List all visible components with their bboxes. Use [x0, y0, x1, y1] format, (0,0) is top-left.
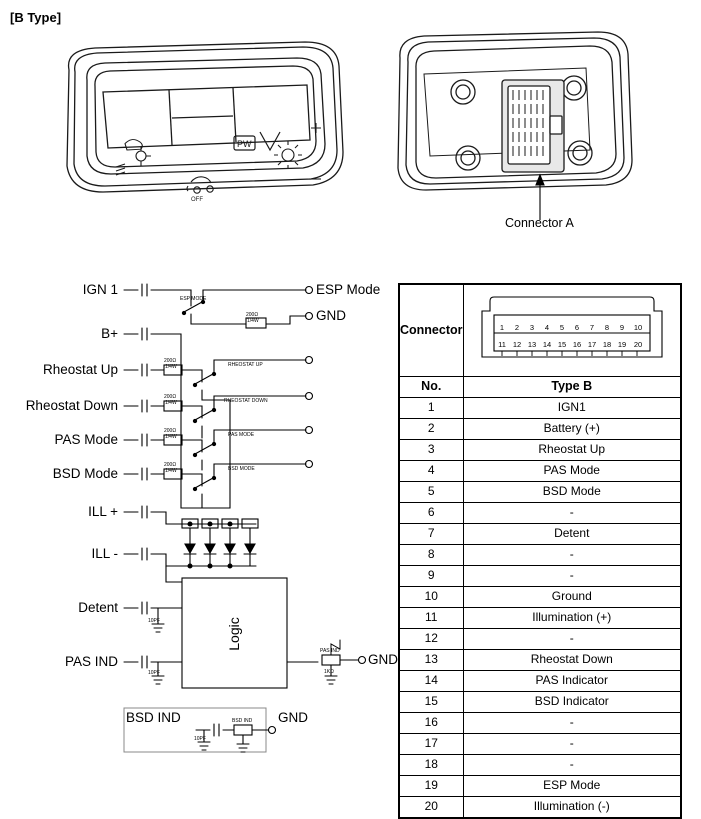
- svg-text:1/4W: 1/4W: [165, 400, 177, 406]
- pin-name: Illumination (-): [463, 797, 681, 818]
- svg-text:7: 7: [589, 323, 594, 332]
- svg-text:14: 14: [542, 340, 551, 349]
- pin-no: 18: [400, 755, 464, 776]
- svg-text:2: 2: [514, 323, 519, 332]
- connector-pin-map: [463, 285, 681, 377]
- svg-text:200Ω: 200Ω: [164, 358, 177, 364]
- table-row: [400, 566, 681, 587]
- pin-no: 12: [400, 629, 464, 650]
- connector-a-callout: Connector A: [505, 216, 574, 230]
- svg-text:19: 19: [617, 340, 626, 349]
- pin-name: -: [463, 503, 681, 524]
- svg-text:1/4W: 1/4W: [165, 364, 177, 370]
- pin-name: BSD Mode: [463, 482, 681, 503]
- esp-off-icon: [187, 177, 213, 203]
- svg-text:10PF: 10PF: [148, 670, 160, 676]
- svg-text:1KΩ: 1KΩ: [324, 669, 334, 675]
- svg-text:17: 17: [587, 340, 596, 349]
- pin-name: BSD Indicator: [463, 692, 681, 713]
- label-bsd-gnd: GND: [278, 710, 308, 725]
- svg-text:3: 3: [529, 323, 534, 332]
- pin-no: 11: [400, 608, 464, 629]
- table-row: [400, 461, 681, 482]
- table-row: [400, 797, 681, 818]
- pin-no: 16: [400, 713, 464, 734]
- label-ill-minus: ILL -: [91, 546, 118, 561]
- svg-text:12: 12: [512, 340, 521, 349]
- svg-text:10PF: 10PF: [194, 736, 206, 742]
- svg-text:10PF: 10PF: [148, 618, 160, 624]
- pin-name: IGN1: [463, 398, 681, 419]
- svg-text:15: 15: [557, 340, 566, 349]
- table-row: [400, 755, 681, 776]
- label-rheostat-up: Rheostat Up: [42, 362, 118, 377]
- svg-text:1/4W: 1/4W: [247, 318, 259, 324]
- svg-text:RHEOSTAT DOWN: RHEOSTAT DOWN: [224, 398, 268, 404]
- pin-no: 7: [400, 524, 464, 545]
- svg-text:PAS MODE: PAS MODE: [228, 432, 255, 438]
- pin-name: PAS Indicator: [463, 671, 681, 692]
- table-row: [400, 629, 681, 650]
- label-bsd-ind: BSD IND: [126, 710, 181, 725]
- pin-name: Rheostat Down: [463, 650, 681, 671]
- pin-name: -: [463, 713, 681, 734]
- svg-text:20: 20: [633, 340, 642, 349]
- table-row: [400, 608, 681, 629]
- switch-assembly-rear-view: [390, 30, 635, 205]
- circuit-schematic: [6, 272, 396, 772]
- pin-name: -: [463, 545, 681, 566]
- table-row: [400, 650, 681, 671]
- switch-assembly-front-view: [55, 40, 345, 203]
- svg-text:RHEOSTAT UP: RHEOSTAT UP: [228, 362, 263, 368]
- label-ign1: IGN 1: [82, 282, 118, 297]
- label-rheostat-down: Rheostat Down: [25, 398, 118, 413]
- col-header-type: Type B: [463, 377, 681, 398]
- label-gnd-1: GND: [316, 308, 346, 323]
- svg-text:200Ω: 200Ω: [164, 428, 177, 434]
- pin-no: 2: [400, 419, 464, 440]
- pin-no: 9: [400, 566, 464, 587]
- pin-name: -: [463, 755, 681, 776]
- table-row: [400, 776, 681, 797]
- table-row: [400, 587, 681, 608]
- pin-no: 17: [400, 734, 464, 755]
- label-pas-mode: PAS Mode: [54, 432, 118, 447]
- pin-name: -: [463, 629, 681, 650]
- svg-text:13: 13: [527, 340, 536, 349]
- pin-no: 1: [400, 398, 464, 419]
- connector-header-cell: Connector: [400, 285, 464, 377]
- svg-text:11: 11: [497, 340, 506, 349]
- headlamp-leveling-icon: [116, 140, 151, 175]
- svg-text:200Ω: 200Ω: [164, 394, 177, 400]
- svg-text:8: 8: [604, 323, 609, 332]
- pin-name: Detent: [463, 524, 681, 545]
- pin-no: 15: [400, 692, 464, 713]
- table-row: [400, 713, 681, 734]
- pin-no: 13: [400, 650, 464, 671]
- label-gnd-2: GND: [368, 652, 398, 667]
- pin-name: Illumination (+): [463, 608, 681, 629]
- table-row: [400, 503, 681, 524]
- pin-name: Battery (+): [463, 419, 681, 440]
- svg-text:PAS IND: PAS IND: [320, 648, 340, 654]
- table-row-connector: [400, 285, 681, 377]
- col-header-no: No.: [400, 377, 464, 398]
- table-row: [400, 545, 681, 566]
- table-row: [400, 482, 681, 503]
- table-row: [400, 524, 681, 545]
- svg-text:1/4W: 1/4W: [165, 468, 177, 474]
- pin-no: 10: [400, 587, 464, 608]
- table-row: [400, 671, 681, 692]
- label-ill-plus: ILL +: [88, 504, 118, 519]
- svg-text:1: 1: [499, 323, 504, 332]
- svg-text:PW: PW: [237, 139, 252, 149]
- pin-no: 8: [400, 545, 464, 566]
- svg-text:200Ω: 200Ω: [164, 462, 177, 468]
- pin-name: -: [463, 566, 681, 587]
- logic-block-label: Logic: [226, 617, 242, 651]
- table-row: [400, 398, 681, 419]
- label-bplus: B+: [101, 326, 118, 341]
- pin-name: ESP Mode: [463, 776, 681, 797]
- label-detent: Detent: [78, 600, 118, 615]
- pin-name: -: [463, 734, 681, 755]
- svg-text:4: 4: [544, 323, 549, 332]
- svg-text:1/4W: 1/4W: [165, 434, 177, 440]
- table-row: [400, 419, 681, 440]
- svg-text:16: 16: [572, 340, 581, 349]
- table-row: [400, 692, 681, 713]
- pin-name: Rheostat Up: [463, 440, 681, 461]
- svg-text:BSD IND: BSD IND: [232, 718, 253, 724]
- table-row: [400, 440, 681, 461]
- pin-no: 6: [400, 503, 464, 524]
- pinout-table: [398, 283, 682, 819]
- pin-no: 20: [400, 797, 464, 818]
- pin-no: 5: [400, 482, 464, 503]
- page-title: [B Type]: [10, 10, 62, 25]
- svg-text:5: 5: [559, 323, 564, 332]
- table-header-row: [400, 377, 681, 398]
- svg-text:10: 10: [633, 323, 642, 332]
- pin-name: Ground: [463, 587, 681, 608]
- svg-text:BSD MODE: BSD MODE: [228, 466, 255, 472]
- label-bsd-mode: BSD Mode: [52, 466, 118, 481]
- pin-no: 19: [400, 776, 464, 797]
- pin-no: 3: [400, 440, 464, 461]
- pin-no: 4: [400, 461, 464, 482]
- pin-name: PAS Mode: [463, 461, 681, 482]
- svg-text:6: 6: [574, 323, 579, 332]
- svg-text:18: 18: [602, 340, 611, 349]
- label-esp-mode-out: ESP Mode: [316, 282, 381, 297]
- pin-no: 14: [400, 671, 464, 692]
- svg-text:9: 9: [619, 323, 624, 332]
- svg-text:200Ω: 200Ω: [246, 312, 259, 318]
- table-row: [400, 734, 681, 755]
- svg-text:OFF: OFF: [191, 197, 203, 203]
- svg-text:ESP MODE: ESP MODE: [180, 296, 207, 302]
- label-pas-ind: PAS IND: [64, 654, 118, 669]
